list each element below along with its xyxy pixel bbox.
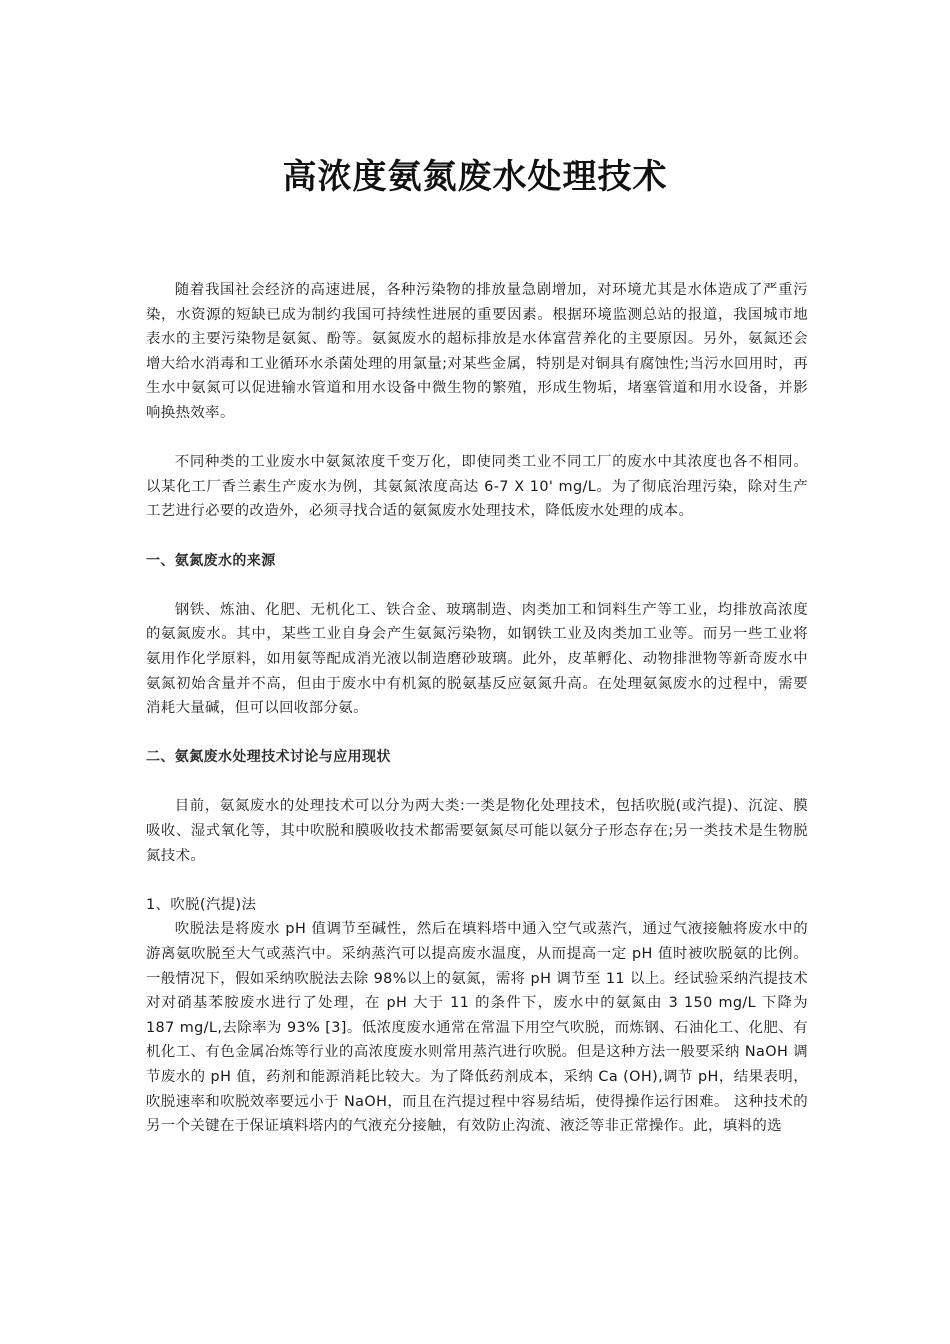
document-title: 高浓度氨氮废水处理技术 [282, 157, 668, 197]
intro-paragraph-2: 不同种类的工业废水中氨氮浓度千变万化，即使同类工业不同工厂的废水中其浓度也各不相同。以某化工厂香兰素生产废水为例，其氨氮浓度高达 6-7 X 10' mg/L。为了彻底治理污染，除对生产工艺进行必要的改造外，必须寻找合适的氨氮废水处理技术，降低废水处理的成本。 [146, 454, 808, 520]
document-body [146, 278, 808, 1139]
paragraph-gap [146, 524, 808, 549]
intro-paragraph-1: 随着我国社会经济的高速进展，各种污染物的排放量急剧增加，对环境尤其是水体造成了严重污染，水资源的短缺已成为制约我国可持续性进展的重要因素。根据环境监测总站的报道，我国城市地表水的主要污染物是氨氮、酚等。氨氮废水的超标排放是水体富营养化的主要原因。另外，氨氮还会增大给水消毒和工业循环水杀菌处理的用氯量;对某些金属，特别是对铜具有腐蚀性;当污水回用时，再生水中氨氮可以促进输水管道和用水设备中微生物的繁殖，形成生物垢，堵塞管道和用水设备，并影响换热效率。 [146, 282, 808, 421]
paragraph-gap [146, 868, 808, 893]
sources-paragraph: 钢铁、炼油、化肥、无机化工、铁合金、玻璃制造、肉类加工和饲料生产等工业，均排放高浓度的氨氮废水。其中，某些工业自身会产生氨氮污染物，如钢铁工业及肉类加工业等。而另一些工业将氨用作化学原料，如用氨等配成消光液以制造磨砂玻璃。此外，皮革孵化、动物排泄物等新奇废水中氨氮初始含量并不高，但由于废水中有机氮的脱氨基反应氨氮升高。在处理氨氮废水的过程中，需要消耗大量碱，但可以回收部分氨。 [146, 601, 808, 717]
paragraph-gap [146, 573, 808, 598]
section-heading-sources: 一、氨氮废水的来源 [146, 552, 276, 569]
section-heading-treatment: 二、氨氮废水处理技术讨论与应用现状 [146, 749, 391, 766]
paragraph-gap [146, 721, 808, 746]
stripping-paragraph: 吹脱法是将废水 pH 值调节至碱性，然后在填料塔中通入空气或蒸汽，通过气液接触将废水中的游离氨吹脱至大气或蒸汽中。采纳蒸汽可以提高废水温度，从而提高一定 pH 值时被吹脱氨的比例。一般情况下，假如采纳吹脱法去除 98%以上的氨氮，需将 pH 调节至 11 以上。经试验采纳汽提技术对对硝基苯胺废水进行了处理，在 pH 大于 11 的条件下，废水中的氨氮由 3 150 mg/L 下降为 187 mg/L,去除率为 93% [3]。低浓度废水通常在常温下用空气吹脱，而炼钢、石油化工、化肥、有机化工、有色金属冶炼等行业的高浓度废水则常用蒸汽进行吹脱。但是这种方法一般要采纳 NaOH 调节废水的 pH 值，药剂和能源消耗比较大。为了降低药剂成本，采纳 Ca (OH),调节 pH，结果表明，吹脱速率和吹脱效率要远小于 NaOH，而且在汽提过程中容易结垢，使得操作运行困难。 这种技术的另一个关键在于保证填料塔内的气液充分接触，有效防止沟流、液泛等非正常操作。此，填料的选 [146, 921, 808, 1135]
treatment-status-paragraph: 目前，氨氮废水的处理技术可以分为两大类:一类是物化处理技术，包括吹脱(或汽提)、沉淀、膜吸收、湿式氧化等，其中吹脱和膜吸收技术都需要氨氮尽可能以氨分子形态存在;另一类技术是生物脱氮技术。 [146, 798, 808, 864]
paragraph-gap [146, 770, 808, 795]
subsection-heading-stripping: 1、吹脱(汽提)法 [146, 896, 257, 913]
paragraph-gap [146, 426, 808, 451]
